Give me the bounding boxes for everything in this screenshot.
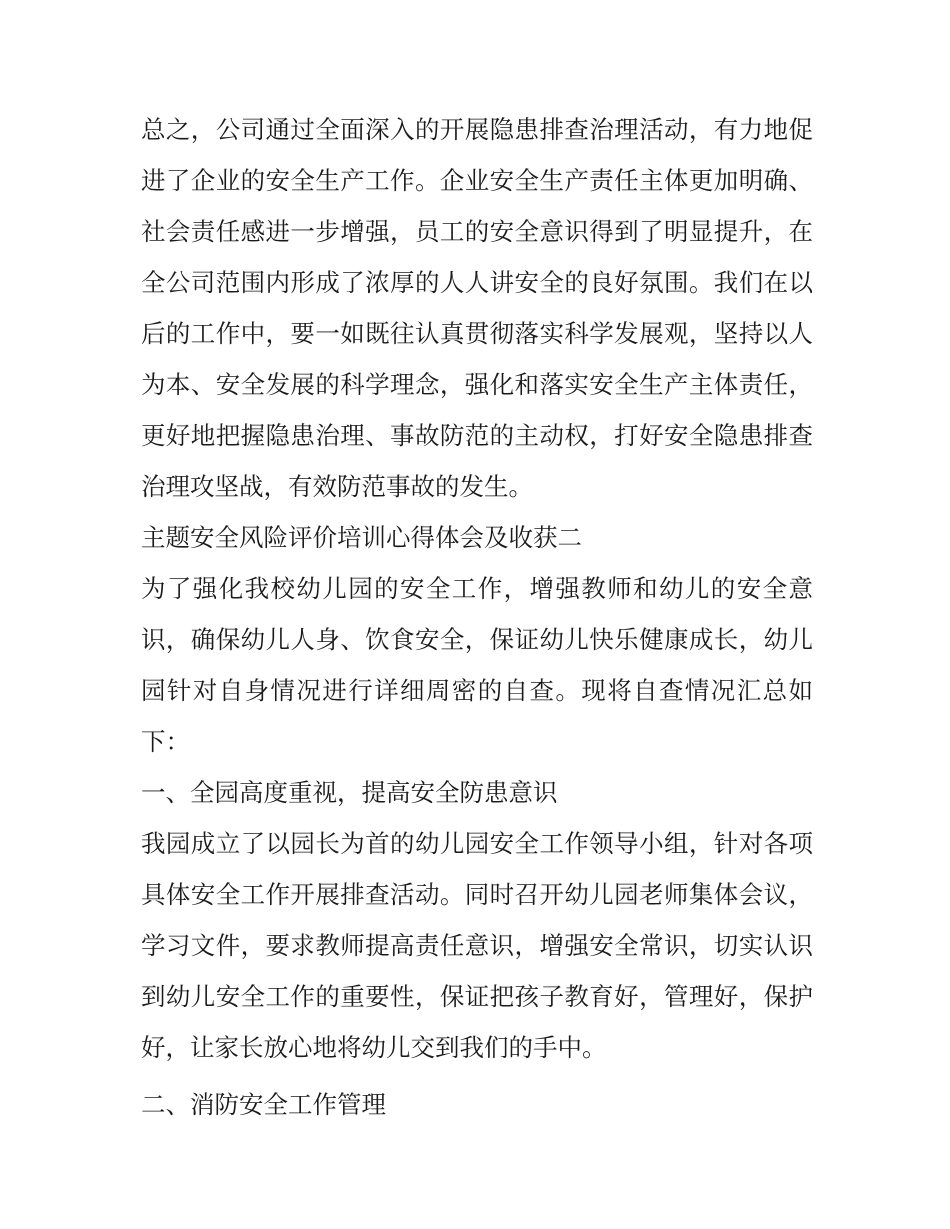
paragraph-summary: 总之，公司通过全面深入的开展隐患排查治理活动，有力地促进了企业的安全生产工作。企业安全生产责任主体更加明确、社会责任感进一步增强，员工的安全意识得到了明显提升，在全公司范围内形成了浓厚的人人讲安全的良好氛围。我们在以后的工作中，要一如既往认真贯彻落实科学发展观，坚持以人为本、安全发展的科学理念，强化和落实安全生产主体责任，更好地把握隐患治理、事故防范的主动权，打好安全隐患排查治理攻坚战，有效防范事故的发生。 [141,115,813,501]
section-title: 主题安全风险评价培训心得体会及收获二 [141,523,582,552]
paragraph-leadership: 我园成立了以园长为首的幼儿园安全工作领导小组，针对各项具体安全工作开展排查活动。同时召开幼儿园老师集体会议，学习文件，要求教师提高责任意识，增强安全常识，切实认识到幼儿安全工作的重要性，保证把孩子教育好，管理好，保护好，让家长放心地将幼儿交到我们的手中。 [141,829,813,1062]
paragraph-intro: 为了强化我校幼儿园的安全工作，增强教师和幼儿的安全意识，确保幼儿人身、饮食安全，保证幼儿快乐健康成长，幼儿园针对自身情况进行详细周密的自查。现将自查情况汇总如下： [141,574,813,756]
document-body [141,104,813,1130]
heading-two: 二、消防安全工作管理 [141,1090,386,1119]
heading-one: 一、全园高度重视，提高安全防患意识 [141,778,558,807]
